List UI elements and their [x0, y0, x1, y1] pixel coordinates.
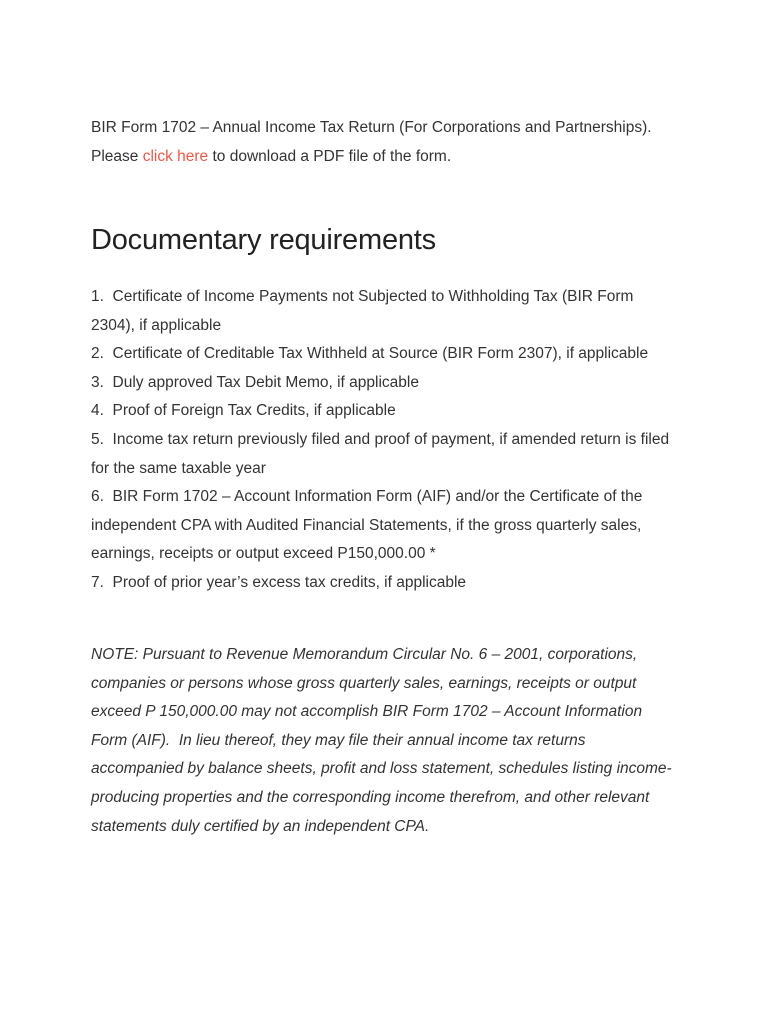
requirement-item: 1. Certificate of Income Payments not Subjected to Withholding Tax (BIR Form 2304), if applicable — [91, 288, 634, 334]
intro-text-before: BIR Form 1702 – Annual Income Tax Return (For Corporations and Partnerships). Please — [91, 119, 652, 165]
intro-paragraph — [91, 114, 681, 171]
requirement-item: 6. BIR Form 1702 – Account Information Form (AIF) and/or the Certificate of the independent CPA with Audited Financial Statements, if the gross quarterly sales, earnings, receipts or output exceed P150,000.00 * — [91, 488, 643, 563]
section-heading: Documentary requirements — [91, 224, 436, 256]
intro-text-after: to download a PDF file of the form. — [208, 147, 452, 165]
requirements-list — [91, 283, 681, 598]
document-page — [91, 114, 681, 835]
requirement-item: 7. Proof of prior year’s excess tax credits, if applicable — [91, 573, 467, 591]
note-paragraph: NOTE: Pursuant to Revenue Memorandum Circular No. 6 – 2001, corporations, companies or persons whose gross quarterly sales, earnings, receipts or output exceed P 150,000.00 may not accomplish BIR Form 1702 – Account Information Form (AIF). In lieu thereof, they may file their annual income tax returns accompanied by balance sheets, profit and loss statement, schedules listing income-producing properties and the corresponding income therefrom, and other relevant statements duly certified by an independent CPA. — [91, 646, 672, 835]
requirement-item: 5. Income tax return previously filed and proof of payment, if amended return is filed for the same taxable year — [91, 430, 670, 477]
requirement-item: 2. Certificate of Creditable Tax Withheld at Source (BIR Form 2307), if applicable — [91, 345, 649, 363]
download-pdf-link[interactable]: click here — [142, 147, 209, 165]
requirement-item: 3. Duly approved Tax Debit Memo, if applicable — [91, 373, 419, 391]
requirement-item: 4. Proof of Foreign Tax Credits, if applicable — [91, 402, 396, 420]
